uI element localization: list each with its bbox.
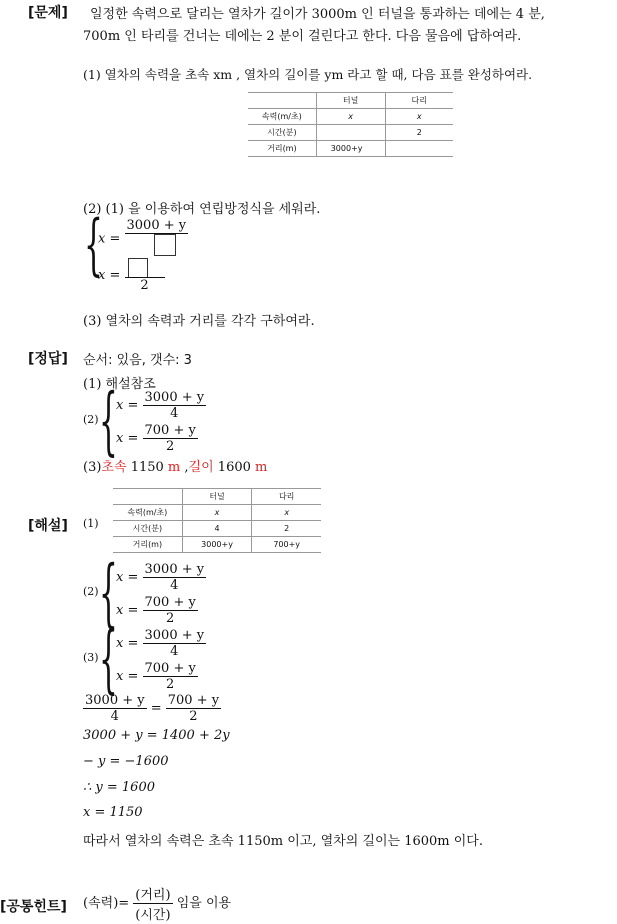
- table-cell: 시간(분): [113, 521, 182, 537]
- numerator: 3000 + y: [144, 390, 205, 405]
- system-eq1: [98, 218, 188, 260]
- answer-3: (3)초속 1150 m ,길이 1600 m: [83, 460, 268, 475]
- table-cell: x: [252, 505, 321, 521]
- table-cell: 다리: [385, 93, 453, 109]
- table-row: [113, 505, 321, 521]
- solution-step1: $\frac{3000 + y}{4}$ = $\frac{700 + y}{2}$: [85, 693, 220, 724]
- solution-label: [해설]: [28, 518, 68, 534]
- table-cell: 2: [252, 521, 321, 537]
- answer-1: (1) 해설참조: [83, 377, 156, 392]
- system-brace: {: [84, 206, 103, 283]
- table-cell: 다리: [252, 489, 321, 505]
- solution-2-eq2: x = $\frac{700 + y}{2}$: [116, 595, 196, 626]
- table-cell: 4: [182, 521, 252, 537]
- solution-2-eq1: x = $\frac{3000 + y}{4}$: [116, 562, 205, 593]
- denominator: 2: [125, 277, 165, 293]
- table-cell: 터널: [182, 489, 252, 505]
- table-row: [248, 109, 453, 125]
- answer-label: [정답]: [28, 351, 68, 367]
- table-row: [113, 521, 321, 537]
- table-row: [248, 125, 453, 141]
- hint-formula: (속력)= $\frac{\text{(거리)}}{\text{(시간)}}$ 임을 이용: [83, 888, 232, 923]
- solution-brace-3: {: [99, 616, 118, 702]
- denominator: 4: [143, 405, 207, 421]
- problem-table: [248, 92, 453, 157]
- answer-eq2: x = $\frac{700 + y}{2}$: [116, 423, 196, 454]
- table-row: [113, 537, 321, 553]
- system-eq2: [98, 268, 165, 293]
- solution-3-prefix: (3): [83, 651, 99, 664]
- eq-lhs: x =: [98, 231, 121, 247]
- solution-2-prefix: (2): [83, 585, 99, 598]
- table-cell: x: [182, 505, 252, 521]
- solution-conclusion: 따라서 열차의 속력은 초속 1150m 이고, 열차의 길이는 1600m 이다.: [83, 834, 483, 849]
- solution-1-prefix: (1): [83, 517, 99, 530]
- problem-line2: 700m 인 타리를 건너는 데에는 2 분이 걸린다고 한다. 다음 물음에 답하여라.: [83, 29, 522, 44]
- table-cell: 3000+y: [316, 141, 385, 157]
- hint-label: [공통힌트]: [0, 899, 67, 915]
- numerator: 700 + y: [144, 423, 196, 438]
- question-1: (1) 열차의 속력을 초속 xm , 열차의 길이를 ym 라고 할 때, 다음 표를 완성하여라.: [83, 67, 533, 82]
- solution-table: [113, 488, 321, 553]
- solution-brace-2: {: [99, 550, 118, 636]
- solution-3-eq1: x = $\frac{3000 + y}{4}$: [116, 628, 205, 659]
- solution-3-eq2: x = $\frac{700 + y}{2}$: [116, 661, 196, 692]
- eq-lhs: x =: [98, 268, 121, 283]
- table-cell: 거리(m): [113, 537, 182, 553]
- answer-brace: {: [99, 378, 118, 464]
- table-cell: 시간(분): [248, 125, 316, 141]
- table-cell: [113, 489, 182, 505]
- solution-step5: x = 1150: [83, 805, 143, 820]
- table-cell: 3000+y: [182, 537, 252, 553]
- question-2: (2) (1) 을 이용하여 연립방정식을 세워라.: [83, 202, 321, 217]
- numerator: 3000 + y: [126, 218, 187, 233]
- table-cell: x: [316, 109, 385, 125]
- fraction: [125, 271, 165, 293]
- table-row: [113, 489, 321, 505]
- table-cell: 거리(m): [248, 141, 316, 157]
- table-cell: 2: [385, 125, 453, 141]
- denominator-blank: [125, 233, 189, 260]
- table-cell: [316, 125, 385, 141]
- answer-eq1: x = $\frac{3000 + y}{4}$: [116, 390, 205, 421]
- solution-step4: ∴ y = 1600: [83, 780, 155, 795]
- table-cell: [385, 141, 453, 157]
- table-row: [248, 141, 453, 157]
- problem-label: [문제]: [28, 5, 68, 21]
- denominator: 2: [143, 438, 198, 454]
- question-3: (3) 열차의 속력과 거리를 각각 구하여라.: [83, 314, 315, 329]
- table-cell: 속력(m/초): [113, 505, 182, 521]
- table-cell: x: [385, 109, 453, 125]
- problem-line1: 일정한 속력으로 달리는 열차가 길이가 3000m 인 터널을 통과하는 데에는 4 분,: [90, 7, 545, 22]
- solution-step3: − y = −1600: [83, 754, 169, 769]
- table-cell: [248, 93, 316, 109]
- answer-2-prefix: (2): [83, 413, 99, 426]
- table-cell: 터널: [316, 93, 385, 109]
- table-cell: 속력(m/초): [248, 109, 316, 125]
- table-cell: 700+y: [252, 537, 321, 553]
- answer-meta: 순서: 있음, 갯수: 3: [83, 353, 192, 368]
- table-row: [248, 93, 453, 109]
- fraction: [125, 218, 189, 260]
- solution-step2: 3000 + y = 1400 + 2y: [83, 728, 230, 743]
